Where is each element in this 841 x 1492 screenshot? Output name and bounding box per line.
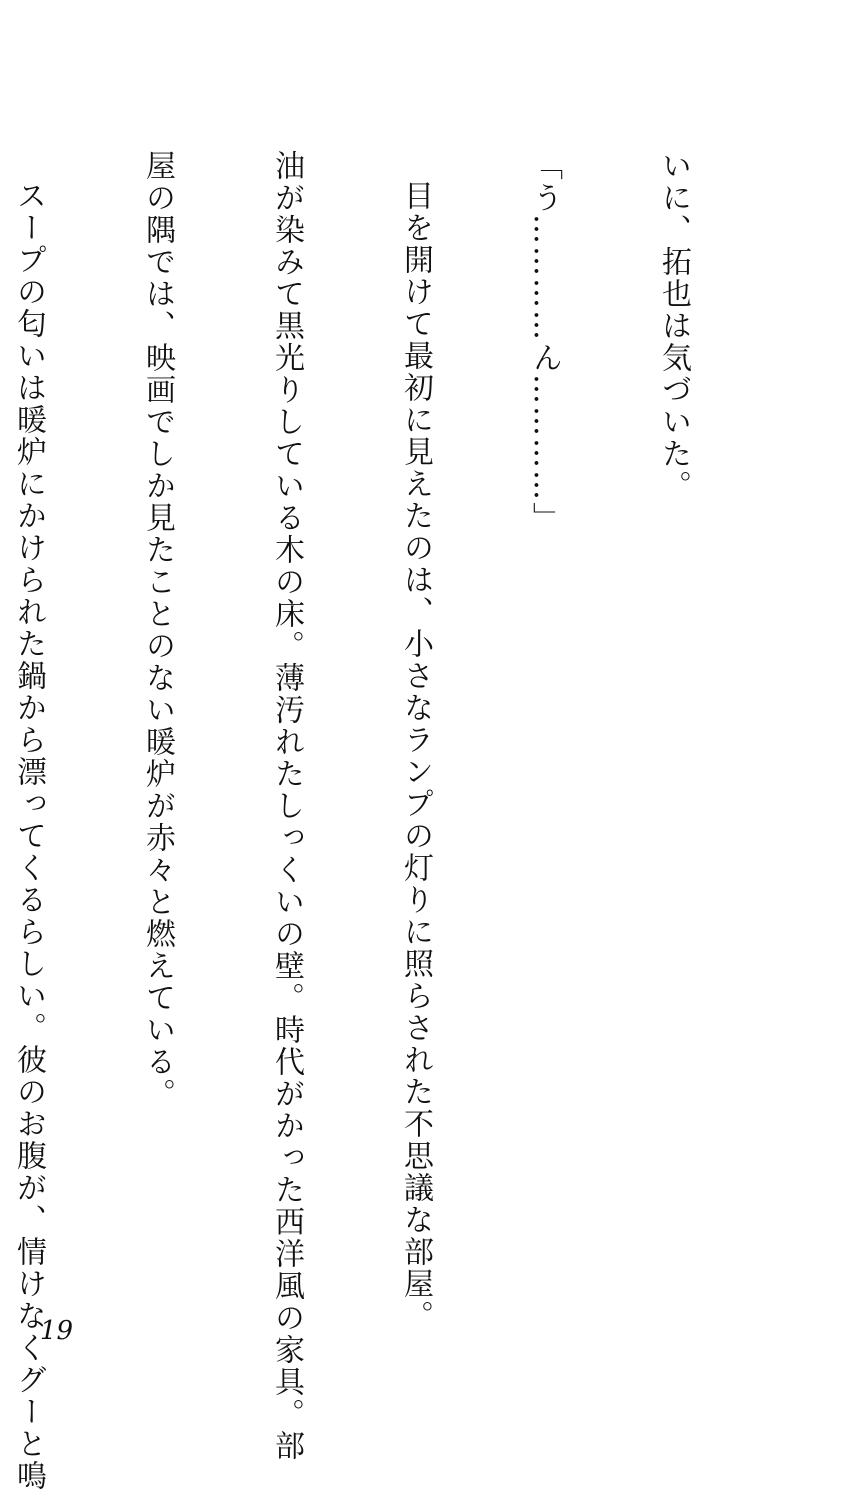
- text-line: 「う…………ん…………」: [527, 150, 562, 534]
- text-line: スープの匂いは暖炉にかけられた鍋から漂ってくるらしい。彼のお腹が、情けなくグーと鳴: [11, 180, 46, 1492]
- text-line: いに、拓也は気づいた。: [656, 150, 691, 502]
- text-line: 屋の隅では、映画でしか見たことのない暖炉が赤々と燃えている。: [140, 150, 175, 1110]
- page-number: 19: [40, 1316, 74, 1346]
- text-line: 油が染みて黒光りしている木の床。薄汚れたしっくいの壁。時代がかった西洋風の家具。部: [269, 150, 304, 1462]
- text-line: 目を開けて最初に見えたのは、小さなランプの灯りに照らされた不思議な部屋。: [398, 180, 433, 1332]
